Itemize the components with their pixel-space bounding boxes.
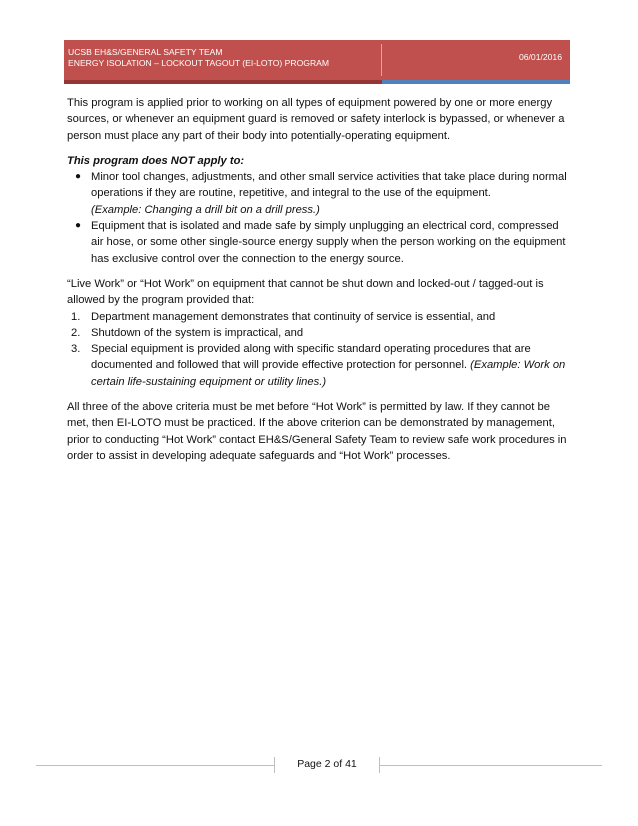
page-number: Page 2 of 41 (274, 757, 380, 773)
list-item-text: Minor tool changes, adjustments, and other small service activities that take place during normal operations if they are routine, repetitive, and integral to the use of the equipment. (91, 171, 567, 200)
list-item-text: Department management demonstrates that continuity of service is essential, and (91, 310, 496, 323)
footer-rule-right (380, 765, 602, 766)
not-apply-list (67, 169, 573, 267)
list-item-example: (Example: Changing a drill bit on a drill press.) (91, 203, 320, 216)
page-header (64, 40, 570, 80)
list-item (67, 309, 573, 325)
footer-rule-left (36, 765, 274, 766)
intro-paragraph: This program is applied prior to working on all types of equipment powered by one or more energy sources, or whenever an equipment guard is removed or safety interlock is bypassed, or whenever a person must place any part of their body into potentially-operating equipment. (67, 97, 565, 142)
list-item-example: (Example: Work on certain life-sustaining equipment or utility lines.) (91, 359, 566, 388)
list-number: 3. (71, 343, 81, 356)
list-number: 2. (71, 326, 81, 339)
live-work-paragraph: “Live Work” or “Hot Work” on equipment that cannot be shut down and locked-out / tagged-out is allowed by the program provided that: (67, 277, 544, 307)
list-item (67, 218, 573, 267)
list-item (67, 325, 573, 341)
header-org: UCSB EH&S/GENERAL SAFETY TEAM (68, 47, 223, 57)
closing-paragraph: All three of the above criteria must be met before “Hot Work” is permitted by law. If they cannot be met, then EI-LOTO must be practiced. If the above criterion can be demonstrated by management, prior to conducting “Hot Work” contact EH&S/General Safety Team to review safe work procedures in order to assist in developing adequate safeguards and “Hot Work” processes. (67, 401, 567, 462)
list-item-text: Special equipment is provided along with specific standard operating procedures that are documented and followed that will provide effective protection for personnel. (91, 343, 531, 372)
bullet-icon: ● (75, 220, 82, 232)
list-item (67, 169, 573, 218)
header-left (68, 47, 386, 69)
conditions-list (67, 309, 573, 390)
not-apply-heading: This program does NOT apply to: (67, 154, 245, 167)
list-number: 1. (71, 310, 81, 323)
header-date: 06/01/2016 (518, 52, 562, 62)
header-accent-right (382, 80, 570, 84)
list-item-text: Equipment that is isolated and made safe by simply unplugging an electrical cord, compressed air hose, or some other single-source energy supply when the person working on the equipment has exclusive control over the connection to the energy source. (91, 220, 566, 265)
list-item (67, 341, 573, 390)
document-body (67, 95, 573, 464)
header-program: ENERGY ISOLATION – LOCKOUT TAGOUT (EI-LOTO) PROGRAM (68, 58, 330, 68)
list-item-text: Shutdown of the system is impractical, and (91, 326, 304, 339)
header-divider (381, 44, 382, 76)
bullet-icon: ● (75, 171, 82, 183)
header-accent-left (64, 80, 382, 84)
